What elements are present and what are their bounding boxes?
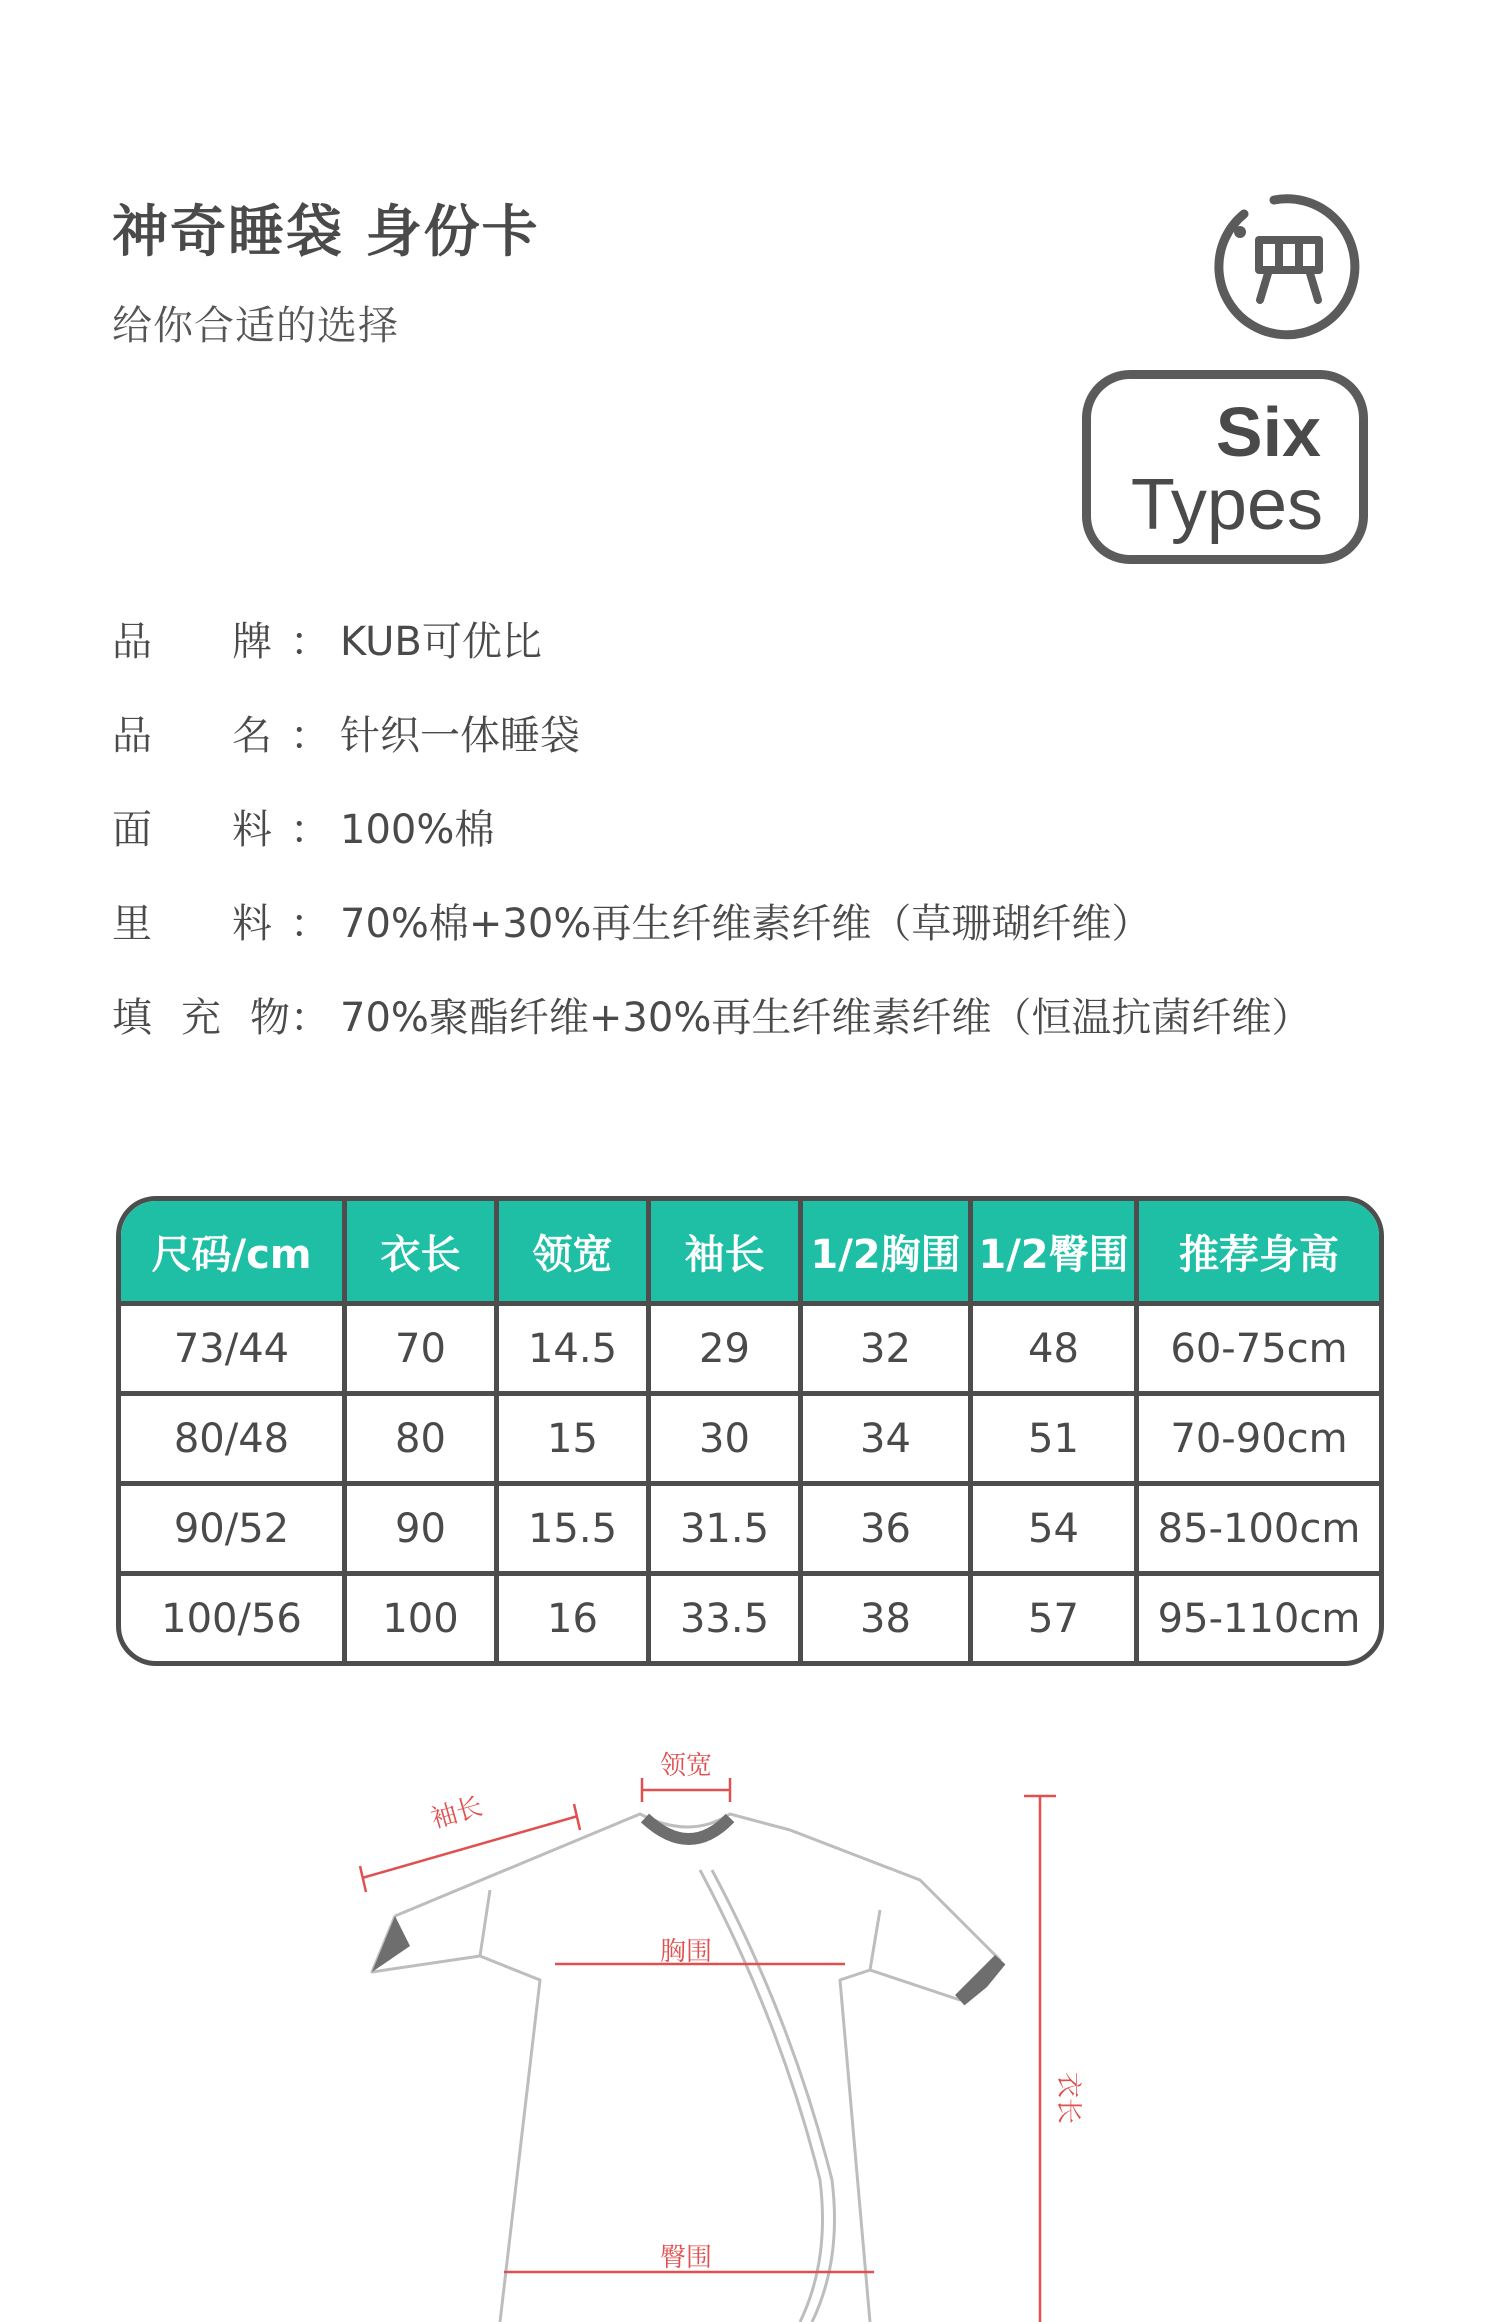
- table-cell: 100/56: [121, 1571, 347, 1661]
- table-header-row: [121, 1201, 1379, 1301]
- six-types-badge: [1082, 370, 1368, 564]
- size-table: [116, 1196, 1384, 1666]
- neck-measure-line: [642, 1778, 730, 1802]
- table-cell: 38: [803, 1571, 973, 1661]
- table-cell: 29: [651, 1301, 803, 1391]
- table-cell: 33.5: [651, 1571, 803, 1661]
- col-header: 领宽: [499, 1201, 651, 1301]
- info-label: 品 牌: [112, 619, 272, 665]
- badge-line-types: Types: [1130, 465, 1323, 545]
- info-label: 品 名: [112, 713, 272, 759]
- col-header: 尺码/cm: [121, 1201, 347, 1301]
- table-row: [121, 1391, 1379, 1481]
- table-cell: 15.5: [499, 1481, 651, 1571]
- table-cell: 73/44: [121, 1301, 347, 1391]
- table-cell: 60-75cm: [1139, 1301, 1379, 1391]
- table-cell: 90/52: [121, 1481, 347, 1571]
- table-cell: 34: [803, 1391, 973, 1481]
- zipper-line-2: [712, 1870, 835, 2322]
- hip-label: 臀围: [660, 2243, 713, 2273]
- badge-line-six: Six: [1215, 393, 1321, 471]
- info-value: KUB可优比: [340, 619, 542, 665]
- garment-icon: [1214, 192, 1364, 342]
- table-cell: 30: [651, 1391, 803, 1481]
- zipper-line: [700, 1870, 823, 2322]
- info-label: 面 料: [112, 807, 272, 853]
- col-header: 推荐身高: [1139, 1201, 1379, 1301]
- info-value: 100%棉: [340, 807, 495, 853]
- length-label: 衣长: [1053, 2072, 1083, 2125]
- info-value: 针织一体睡袋: [340, 713, 580, 759]
- col-header: 衣长: [347, 1201, 499, 1301]
- table-cell: 85-100cm: [1139, 1481, 1379, 1571]
- table-cell: 90: [347, 1481, 499, 1571]
- table-cell: 31.5: [651, 1481, 803, 1571]
- table-cell: 36: [803, 1481, 973, 1571]
- table-cell: 95-110cm: [1139, 1571, 1379, 1661]
- table-cell: 80: [347, 1391, 499, 1481]
- table-cell: 100: [347, 1571, 499, 1661]
- info-colon: ：: [290, 619, 330, 665]
- info-colon: ：: [290, 713, 330, 759]
- col-header: 1/2臀围: [973, 1201, 1139, 1301]
- info-value: 70%聚酯纤维+30%再生纤维素纤维（恒温抗菌纤维）: [340, 995, 1312, 1041]
- table-row: [121, 1571, 1379, 1661]
- table-cell: 57: [973, 1571, 1139, 1661]
- info-colon: ：: [290, 995, 330, 1041]
- garment-left-outline: [372, 1916, 540, 2322]
- col-header: 袖长: [651, 1201, 803, 1301]
- table-cell: 48: [973, 1301, 1139, 1391]
- page-subtitle: 给你合适的选择: [112, 303, 399, 349]
- table-cell: 15: [499, 1391, 651, 1481]
- measurement-diagram: [0, 1720, 1500, 2322]
- length-measure-line: [1024, 1796, 1056, 2322]
- info-label: 里 料: [112, 901, 272, 947]
- sleeve-label: 袖长: [427, 1791, 486, 1835]
- table-cell: 54: [973, 1481, 1139, 1571]
- table-row: [121, 1481, 1379, 1571]
- table-cell: 32: [803, 1301, 973, 1391]
- table-cell: 80/48: [121, 1391, 347, 1481]
- chest-label: 胸围: [660, 1937, 713, 1967]
- right-cuff: [960, 1960, 1000, 2000]
- info-colon: ：: [290, 807, 330, 853]
- neck-label: 领宽: [660, 1751, 713, 1781]
- info-colon: ：: [290, 901, 330, 947]
- table-cell: 51: [973, 1391, 1139, 1481]
- col-header: 1/2胸围: [803, 1201, 973, 1301]
- page-title: 神奇睡袋 身份卡: [112, 200, 540, 265]
- info-value: 70%棉+30%再生纤维素纤维（草珊瑚纤维）: [340, 901, 1152, 947]
- table-row: [121, 1301, 1379, 1391]
- table-cell: 70: [347, 1301, 499, 1391]
- table-cell: 16: [499, 1571, 651, 1661]
- table-cell: 14.5: [499, 1301, 651, 1391]
- table-cell: 70-90cm: [1139, 1391, 1379, 1481]
- info-label: 填 充 物: [112, 995, 290, 1041]
